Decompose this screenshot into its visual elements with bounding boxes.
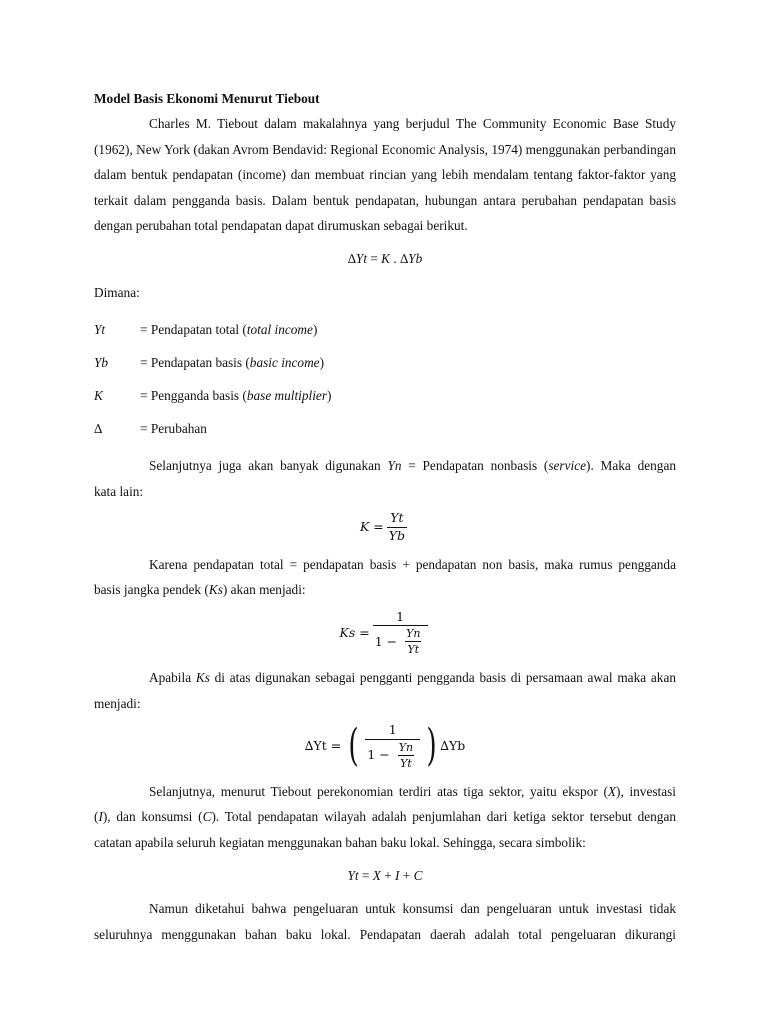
paragraph-nonbasis: Selanjutnya juga akan banyak digunakan Yn = Pendapatan nonbasis (service). Maka dengan: [149, 458, 676, 474]
document-body: [94, 86, 676, 947]
paragraph-short-term-cont: basis jangka pendek (Ks) akan menjadi:: [94, 582, 306, 598]
equation-ks: Ks = 1 1 − $\frac{Yn}{Yt}$: [94, 611, 676, 656]
equation-yt-sum: Yt = X + I + C: [347, 867, 423, 883]
fraction-ks: 1 1 − $\frac{Yn}{Yt}$: [373, 611, 428, 656]
paragraph-sectors-3: catatan apabila seluruh kegiatan menggunakan bahan baku lokal. Sehingga, secara simbolik:: [94, 834, 586, 850]
definition-list: [94, 313, 676, 445]
fraction-yt-yb: $\frac{Yt}{Yb}$: [388, 510, 406, 543]
paragraph-substitute: Apabila Ks di atas digunakan sebagai pengganti pengganda basis di persamaan awal maka akan: [149, 670, 676, 686]
fraction-yn-yt: $\frac{Yn}{Yt}$: [406, 627, 421, 657]
paragraph-local-inputs-cont: seluruhnya menggunakan bahan baku lokal. Pendapatan daerah adalah total pengeluaran dikurangi: [94, 926, 676, 942]
paragraph-short-term: Karena pendapatan total = pendapatan basis + pendapatan non basis, maka rumus pengganda: [149, 557, 676, 573]
section-title: Model Basis Ekonomi Menurut Tiebout: [94, 91, 320, 106]
equation-delta-yt: ∆Yt = K . ∆Yb: [347, 251, 423, 267]
equation-k-ratio: K = $\frac{Yt}{Yb}$: [359, 510, 406, 543]
definition-k: K = Pengganda basis (base multiplier): [94, 388, 332, 404]
paragraph-nonbasis-cont: kata lain:: [94, 483, 144, 499]
fraction-yn-yt-2: $\frac{Yn}{Yt}$: [398, 740, 414, 770]
paragraph-substitute-cont: menjadi:: [94, 695, 141, 711]
equation-delta-yt-full: ∆Yt = ( 1 1 − $\frac{Yn}{Yt}$ ) ∆Yb: [304, 720, 466, 772]
paragraph-sectors-2: (I), dan konsumsi (C). Total pendapatan wilayah adalah penjumlahan dari ketiga sektor tersebut dengan: [94, 809, 676, 825]
definition-delta: ∆ = Perubahan: [94, 421, 207, 437]
dimana-label: Dimana:: [94, 284, 140, 300]
paragraph-local-inputs: Namun diketahui bahwa pengeluaran untuk konsumsi dan pengeluaran untuk investasi tidak: [149, 901, 676, 917]
definition-yt: Yt = Pendapatan total (total income): [94, 322, 318, 338]
fraction-multiplier: 1 1 − $\frac{Yn}{Yt}$: [365, 724, 420, 769]
definition-yb: Yb = Pendapatan basis (basic income): [94, 355, 325, 371]
paragraph-intro: Charles M. Tiebout dalam makalahnya yang berjudul The Community Economic Base Study (1962), New York (dakan Avrom Bendavid: Regional Economic Analysis, 1974) menggunakan perbandingan dalam bentuk pendapatan (income) dan membuat rincian yang lebih mendalam tentang faktor-faktor yang terkait dalam pengganda basis. Dalam bentuk pendapatan, hubungan antara perubahan pendapatan basis dengan perubahan total pendapatan dapat dirumuskan sebagai berikut.: [94, 116, 676, 234]
paragraph-sectors: Selanjutnya, menurut Tiebout perekonomian terdiri atas tiga sektor, yaitu ekspor (X), investasi: [149, 783, 676, 799]
